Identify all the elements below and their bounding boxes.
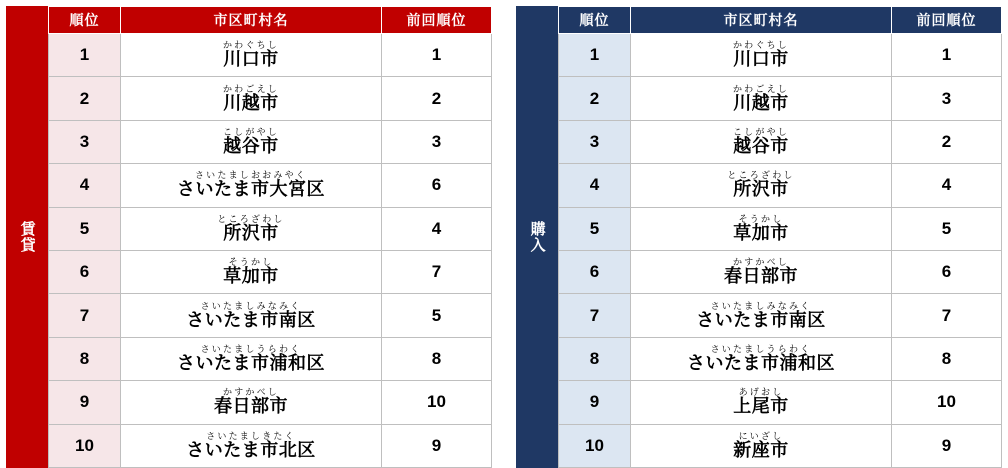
cell-previous-rank: 2 [382, 77, 492, 120]
furigana: かわぐちし [222, 40, 279, 51]
cell-rank: 10 [49, 424, 121, 467]
cell-municipality [631, 294, 892, 337]
municipality-name: 越谷市 [733, 135, 789, 156]
table-row [49, 337, 492, 380]
ranking-table-body-rent [49, 34, 492, 468]
cell-rank: 4 [559, 164, 631, 207]
furigana: さいたましみなみく [200, 300, 302, 311]
municipality-name: さいたま市浦和区 [177, 352, 325, 373]
ranking-table-rent [48, 6, 492, 468]
cell-rank: 4 [49, 164, 121, 207]
municipality-name: さいたま市北区 [186, 439, 316, 460]
cell-rank: 1 [559, 34, 631, 77]
municipality-name: 川越市 [223, 92, 279, 113]
table-row [49, 294, 492, 337]
ranking-panel-rent [6, 6, 492, 468]
furigana: さいたましうらわく [200, 343, 302, 354]
cell-previous-rank: 1 [382, 34, 492, 77]
cell-municipality [631, 120, 892, 163]
municipality-name: 所沢市 [733, 179, 789, 200]
table-row [49, 77, 492, 120]
cell-rank: 6 [559, 250, 631, 293]
cell-municipality [121, 207, 382, 250]
municipality-name: 川越市 [733, 92, 789, 113]
cell-rank: 10 [559, 424, 631, 467]
table-row [559, 77, 1002, 120]
cell-previous-rank: 5 [892, 207, 1002, 250]
municipality-name: 川口市 [223, 49, 279, 70]
cell-previous-rank: 3 [892, 77, 1002, 120]
furigana: ところざわし [217, 213, 285, 224]
cell-municipality [121, 164, 382, 207]
furigana: あげおし [738, 387, 784, 398]
furigana: ところざわし [727, 170, 795, 181]
municipality-name: さいたま市大宮区 [177, 179, 325, 200]
cell-rank: 6 [49, 250, 121, 293]
cell-municipality [631, 207, 892, 250]
cell-rank: 5 [559, 207, 631, 250]
table-row [49, 424, 492, 467]
cell-municipality [121, 120, 382, 163]
cell-municipality [631, 424, 892, 467]
cell-municipality [631, 381, 892, 424]
municipality-name: 川口市 [733, 49, 789, 70]
cell-rank: 2 [559, 77, 631, 120]
table-row [559, 164, 1002, 207]
cell-rank: 3 [49, 120, 121, 163]
furigana: さいたましうらわく [710, 343, 812, 354]
cell-municipality [631, 250, 892, 293]
cell-rank: 8 [49, 337, 121, 380]
municipality-name: 越谷市 [223, 135, 279, 156]
cell-municipality [121, 34, 382, 77]
furigana: かすかべし [222, 387, 279, 398]
cell-rank: 1 [49, 34, 121, 77]
municipality-name: さいたま市南区 [186, 309, 316, 330]
ranking-panel-buy [516, 6, 1002, 468]
panel-side-label-buy: 購入 [516, 6, 558, 468]
table-row [559, 207, 1002, 250]
cell-municipality [121, 337, 382, 380]
furigana: かわぐちし [732, 40, 789, 51]
table-header-row [49, 7, 492, 34]
cell-rank: 3 [559, 120, 631, 163]
cell-municipality [631, 337, 892, 380]
municipality-name: 草加市 [733, 222, 789, 243]
municipality-name: 所沢市 [223, 222, 279, 243]
table-row [559, 120, 1002, 163]
municipality-name: 春日部市 [214, 396, 288, 417]
cell-previous-rank: 3 [382, 120, 492, 163]
furigana: かすかべし [732, 257, 789, 268]
cell-municipality [121, 424, 382, 467]
cell-rank: 7 [559, 294, 631, 337]
cell-rank: 9 [49, 381, 121, 424]
cell-previous-rank: 6 [892, 250, 1002, 293]
column-header-rank: 順位 [559, 7, 631, 34]
cell-municipality [631, 34, 892, 77]
furigana: にいざし [738, 430, 784, 441]
furigana: こしがやし [732, 126, 789, 137]
cell-rank: 9 [559, 381, 631, 424]
cell-previous-rank: 8 [382, 337, 492, 380]
cell-municipality [121, 77, 382, 120]
table-row [49, 34, 492, 77]
ranking-table-buy [558, 6, 1002, 468]
cell-previous-rank: 7 [382, 250, 492, 293]
furigana: かわごえし [732, 83, 789, 94]
cell-previous-rank: 4 [382, 207, 492, 250]
cell-previous-rank: 10 [892, 381, 1002, 424]
cell-municipality [631, 164, 892, 207]
table-row [559, 424, 1002, 467]
furigana: かわごえし [222, 83, 279, 94]
furigana: さいたましきたく [206, 430, 296, 441]
cell-municipality [121, 294, 382, 337]
cell-rank: 8 [559, 337, 631, 380]
cell-municipality [121, 381, 382, 424]
table-header-row [559, 7, 1002, 34]
municipality-name: 上尾市 [733, 396, 789, 417]
cell-previous-rank: 8 [892, 337, 1002, 380]
furigana: こしがやし [222, 126, 279, 137]
cell-previous-rank: 1 [892, 34, 1002, 77]
cell-previous-rank: 10 [382, 381, 492, 424]
table-row [49, 120, 492, 163]
cell-rank: 5 [49, 207, 121, 250]
table-row [49, 381, 492, 424]
cell-rank: 7 [49, 294, 121, 337]
furigana: そうかし [228, 257, 274, 268]
table-row [559, 34, 1002, 77]
column-header-municipality: 市区町村名 [121, 7, 382, 34]
table-row [559, 381, 1002, 424]
cell-municipality [121, 250, 382, 293]
panel-side-label-rent: 賃貸 [6, 6, 48, 468]
column-header-previous-rank: 前回順位 [382, 7, 492, 34]
table-row [559, 250, 1002, 293]
municipality-name: 春日部市 [724, 266, 798, 287]
cell-previous-rank: 7 [892, 294, 1002, 337]
municipality-name: さいたま市浦和区 [687, 352, 835, 373]
cell-municipality [631, 77, 892, 120]
furigana: そうかし [738, 213, 784, 224]
column-header-previous-rank: 前回順位 [892, 7, 1002, 34]
table-row [559, 294, 1002, 337]
ranking-table-body-buy [559, 34, 1002, 468]
furigana: さいたましおおみやく [194, 170, 307, 181]
table-row [49, 207, 492, 250]
cell-previous-rank: 4 [892, 164, 1002, 207]
table-row [559, 337, 1002, 380]
table-row [49, 164, 492, 207]
cell-previous-rank: 9 [892, 424, 1002, 467]
municipality-name: さいたま市南区 [696, 309, 826, 330]
column-header-municipality: 市区町村名 [631, 7, 892, 34]
cell-previous-rank: 9 [382, 424, 492, 467]
cell-rank: 2 [49, 77, 121, 120]
cell-previous-rank: 2 [892, 120, 1002, 163]
municipality-name: 新座市 [733, 439, 789, 460]
furigana: さいたましみなみく [710, 300, 812, 311]
municipality-name: 草加市 [223, 266, 279, 287]
column-header-rank: 順位 [49, 7, 121, 34]
cell-previous-rank: 6 [382, 164, 492, 207]
cell-previous-rank: 5 [382, 294, 492, 337]
table-row [49, 250, 492, 293]
